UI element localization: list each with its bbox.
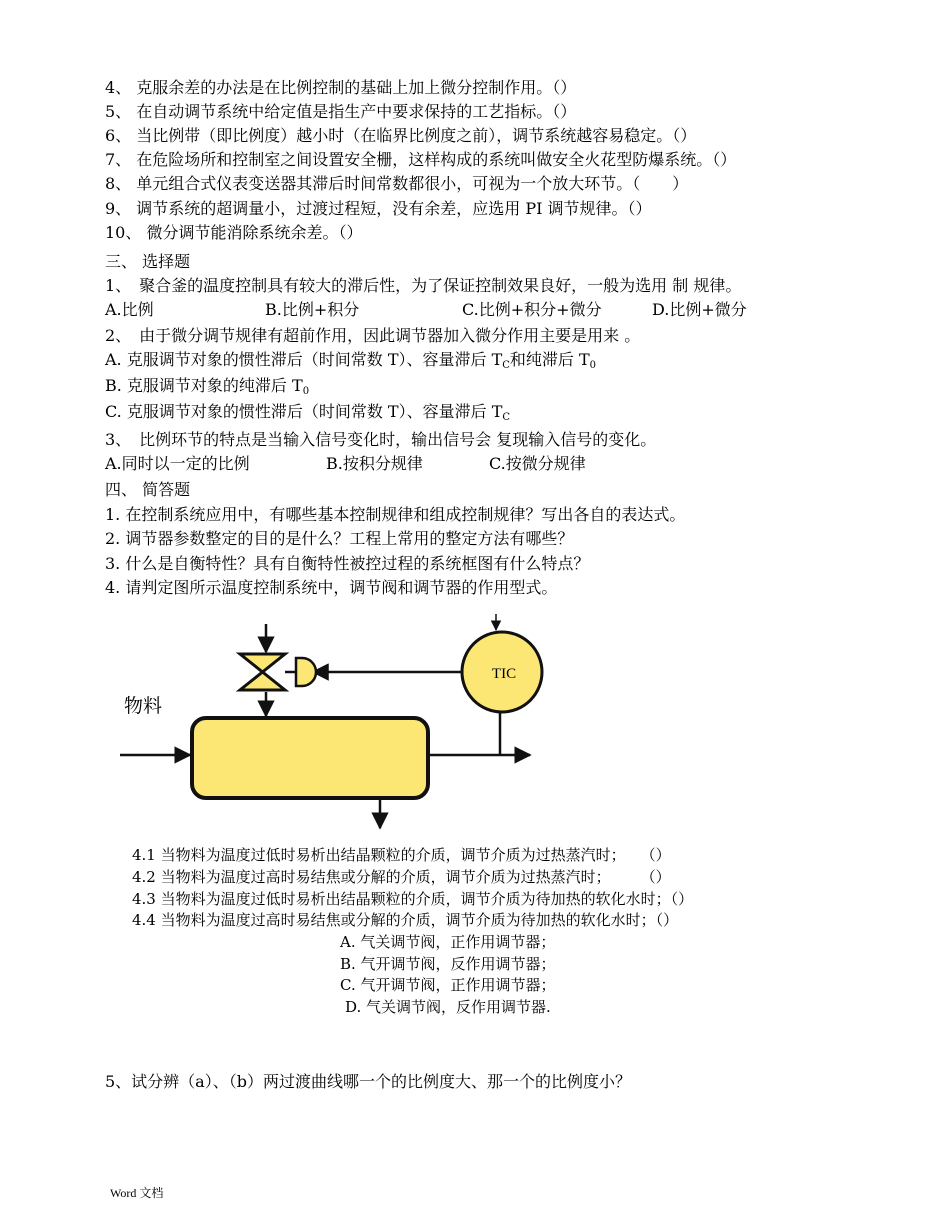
choice-q1-option-d: D.比例+微分 [652, 300, 747, 319]
answer-option-b: B. 气开调节阀，反作用调节器； [340, 955, 556, 973]
reactor-tank [192, 718, 428, 798]
judge-item-4: 4、 克服余差的办法是在比例控制的基础上加上微分控制作用。（） [105, 78, 577, 97]
short-q5: 5、试分辨（a）、（b）两过渡曲线哪一个的比例度大、那一个的比例度小？ [105, 1072, 631, 1091]
subscript-0: 0 [302, 386, 310, 397]
choice-q3-option-b: B.按积分规律 [326, 454, 423, 473]
option-c-text: C. 克服调节对象的惯性滞后（时间常数 T）、容量滞后 T [105, 402, 503, 421]
footer-label: Word 文档 [110, 1186, 164, 1200]
option-a-text-2: 和纯滞后 T [509, 350, 590, 369]
choice-q1-option-a: A.比例 [105, 300, 154, 319]
material-label: 物料 [124, 695, 163, 717]
judge-item-6: 6、 当比例带（即比例度）越小时（在临界比例度之前），调节系统越容易稳定。（） [105, 126, 697, 145]
sub-question-4-4: 4.4 当物料为温度过高时易结焦或分解的介质，调节介质为待加热的软化水时；（） [132, 911, 679, 929]
sub-question-4-1: 4.1 当物料为温度过低时易析出结晶颗粒的介质，调节介质为过热蒸汽时； （） [132, 846, 671, 864]
choice-q2-option-a [105, 350, 596, 376]
short-q2: 2. 调节器参数整定的目的是什么？工程上常用的整定方法有哪些？ [105, 529, 574, 548]
valve-actuator [296, 658, 316, 686]
choice-q3: 3、 比例环节的特点是当输入信号变化时，输出信号会 复现输入信号的变化。 [105, 430, 657, 449]
answer-option-a: A. 气关调节阀，正作用调节器； [340, 933, 556, 951]
judge-item-7: 7、 在危险场所和控制室之间设置安全栅，这样构成的系统叫做安全火花型防爆系统。（） [105, 150, 737, 169]
short-q1: 1. 在控制系统应用中，有哪些基本控制规律和组成控制规律？写出各自的表达式。 [105, 505, 686, 524]
subscript-c: C [502, 360, 510, 371]
short-q3: 3. 什么是自衡特性？具有自衡特性被控过程的系统框图有什么特点？ [105, 554, 590, 573]
subscript-0: 0 [589, 360, 597, 371]
choice-q2-option-b [105, 376, 309, 402]
choice-q3-option-c: C.按微分规律 [489, 454, 586, 473]
sub-question-4-3: 4.3 当物料为温度过低时易析出结晶颗粒的介质，调节介质为待加热的软化水时；（） [132, 890, 694, 908]
sub-question-4-2: 4.2 当物料为温度过高时易结焦或分解的介质，调节介质为过热蒸汽时； （） [132, 868, 671, 886]
judge-item-8: 8、 单元组合式仪表变送器其滞后时间常数都很小，可视为一个放大环节。（ ） [105, 174, 689, 193]
option-b-text: B. 克服调节对象的纯滞后 T [105, 376, 303, 395]
answer-option-d: D. 气关调节阀，反作用调节器. [345, 998, 551, 1016]
tic-label: TIC [491, 666, 517, 682]
judge-item-9: 9、 调节系统的超调量小，过渡过程短，没有余差，应选用 PI 调节规律。（） [105, 199, 652, 218]
judge-item-10: 10、 微分调节能消除系统余差。（） [105, 223, 363, 242]
temperature-control-diagram [110, 608, 570, 836]
control-valve-bottom [240, 672, 285, 690]
subscript-c: C [502, 412, 511, 423]
choice-q2: 2、 由于微分调节规律有超前作用，因此调节器加入微分作用主要是用来 。 [105, 326, 641, 345]
choice-q1: 1、 聚合釜的温度控制具有较大的滞后性，为了保证控制效果良好，一般为选用 制 规律。 [105, 276, 742, 295]
choice-q2-option-c [105, 402, 510, 428]
choice-q3-option-a: A.同时以一定的比例 [105, 454, 250, 473]
section-heading-short-answer: 四、 简答题 [105, 480, 191, 499]
control-valve-top [240, 654, 285, 672]
answer-option-c: C. 气开调节阀，正作用调节器； [340, 976, 556, 994]
choice-q1-option-b: B.比例+积分 [265, 300, 360, 319]
judge-item-5: 5、 在自动调节系统中给定值是指生产中要求保持的工艺指标。（） [105, 102, 577, 121]
section-heading-choice: 三、 选择题 [105, 252, 191, 271]
short-q4: 4. 请判定图所示温度控制系统中，调节阀和调节器的作用型式。 [105, 578, 558, 597]
option-a-text: A. 克服调节对象的惯性滞后（时间常数 T）、容量滞后 T [105, 350, 503, 369]
choice-q1-option-c: C.比例+积分+微分 [462, 300, 602, 319]
